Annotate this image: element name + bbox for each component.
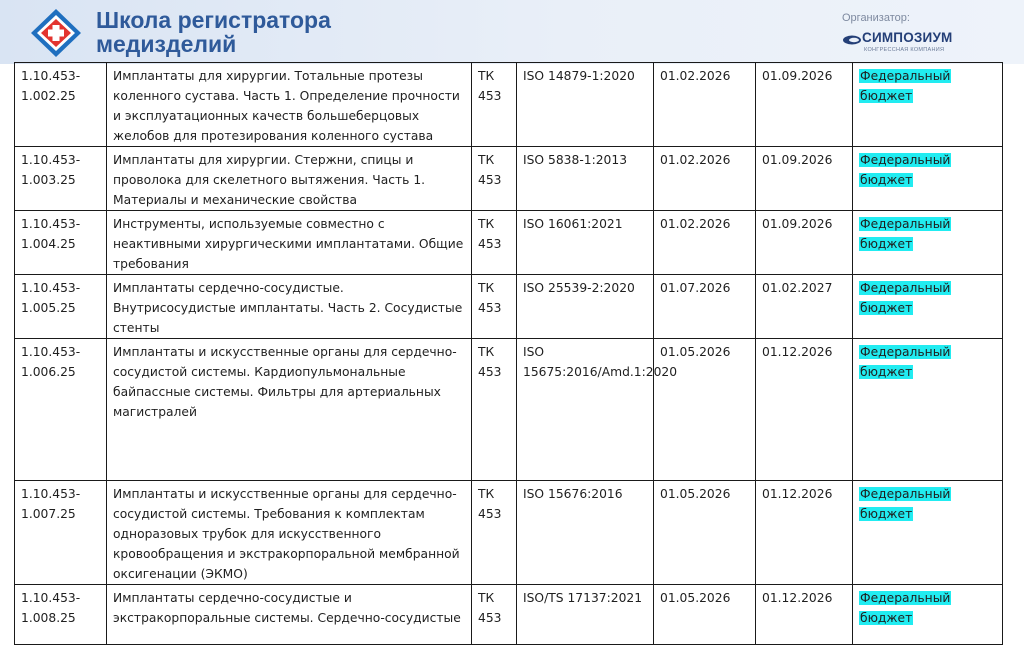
cell-funding [853, 339, 1003, 481]
cell-standard: ISO 16061:2021 [517, 211, 654, 275]
cell-start-date: 01.02.2026 [654, 63, 756, 147]
funding-badge: Федеральный бюджет [860, 591, 951, 625]
cell-start-date: 01.07.2026 [654, 275, 756, 339]
cell-end-date: 01.12.2026 [756, 481, 853, 585]
cell-tk: ТК 453 [472, 481, 517, 585]
cell-tk: ТК 453 [472, 147, 517, 211]
cell-name: Имплантаты сердечно-сосудистые и экстракорпоральные системы. Сердечно-сосудистые [107, 585, 472, 645]
cell-end-date: 01.09.2026 [756, 211, 853, 275]
table-row [15, 211, 1003, 275]
cell-funding [853, 147, 1003, 211]
cell-end-date: 01.09.2026 [756, 147, 853, 211]
school-logo-icon [30, 8, 82, 58]
cell-code: 1.10.453-1.006.25 [15, 339, 107, 481]
cell-name: Имплантаты для хирургии. Стержни, спицы и проволока для скелетного вытяжения. Часть 1. Материалы и механические свойства [107, 147, 472, 211]
cell-code: 1.10.453-1.005.25 [15, 275, 107, 339]
cell-code: 1.10.453-1.004.25 [15, 211, 107, 275]
school-title-line2: медизделий [96, 31, 237, 57]
cell-tk: ТК 453 [472, 339, 517, 481]
cell-standard: ISO/TS 17137:2021 [517, 585, 654, 645]
cell-standard: ISO 15676:2016 [517, 481, 654, 585]
cell-end-date: 01.09.2026 [756, 63, 853, 147]
standards-table [14, 62, 1003, 645]
funding-badge: Федеральный бюджет [860, 69, 951, 103]
cell-code: 1.10.453-1.002.25 [15, 63, 107, 147]
page-header [0, 0, 1024, 64]
cell-funding [853, 585, 1003, 645]
organizer-label: Организатор: [842, 12, 910, 24]
school-title [96, 8, 331, 56]
cell-funding [853, 211, 1003, 275]
cell-code: 1.10.453-1.007.25 [15, 481, 107, 585]
cell-standard: ISO 14879-1:2020 [517, 63, 654, 147]
cell-start-date: 01.05.2026 [654, 481, 756, 585]
cell-standard: ISO 25539-2:2020 [517, 275, 654, 339]
cell-start-date: 01.02.2026 [654, 147, 756, 211]
cell-funding [853, 481, 1003, 585]
funding-badge: Федеральный бюджет [860, 487, 951, 521]
cell-code: 1.10.453-1.003.25 [15, 147, 107, 211]
cell-end-date: 01.12.2026 [756, 339, 853, 481]
table-row [15, 339, 1003, 481]
cell-standard: ISO 15675:2016/Amd.1:2020 [517, 339, 654, 481]
cell-start-date: 01.02.2026 [654, 211, 756, 275]
cell-end-date: 01.12.2026 [756, 585, 853, 645]
cell-standard: ISO 5838-1:2013 [517, 147, 654, 211]
table-row [15, 63, 1003, 147]
cell-start-date: 01.05.2026 [654, 339, 756, 481]
cell-name: Имплантаты и искусственные органы для сердечно-сосудистой системы. Кардиопульмональные байпассные системы. Фильтры для артериальных магистралей [107, 339, 472, 481]
cell-tk: ТК 453 [472, 585, 517, 645]
funding-badge: Федеральный бюджет [860, 281, 951, 315]
table-row [15, 481, 1003, 585]
cell-name: Имплантаты для хирургии. Тотальные протезы коленного сустава. Часть 1. Определение прочности и эксплуатационных качеств большеберцовых желобов для протезирования коленного сустава [107, 63, 472, 147]
cell-tk: ТК 453 [472, 211, 517, 275]
cell-name: Имплантаты сердечно-сосудистые. Внутрисосудистые имплантаты. Часть 2. Сосудистые стенты [107, 275, 472, 339]
cell-name: Инструменты, используемые совместно с неактивными хирургическими имплантатами. Общие требования [107, 211, 472, 275]
table-row [15, 147, 1003, 211]
organizer-name: СИМПОЗИУМ [862, 30, 953, 45]
cell-tk: ТК 453 [472, 63, 517, 147]
school-title-line1: Школа регистратора [96, 7, 331, 33]
funding-badge: Федеральный бюджет [860, 345, 951, 379]
organizer-subtitle: КОНГРЕССНАЯ КОМПАНИЯ [864, 47, 945, 53]
table-row [15, 585, 1003, 645]
cell-funding [853, 275, 1003, 339]
cell-start-date: 01.05.2026 [654, 585, 756, 645]
funding-badge: Федеральный бюджет [860, 217, 951, 251]
cell-name: Имплантаты и искусственные органы для сердечно-сосудистой системы. Требования к комплектам одноразовых трубок для искусственного кровообращения и экстракорпоральной мембранной оксигенации (ЭКМО) [107, 481, 472, 585]
cell-funding [853, 63, 1003, 147]
funding-badge: Федеральный бюджет [860, 153, 951, 187]
cell-tk: ТК 453 [472, 275, 517, 339]
cell-end-date: 01.02.2027 [756, 275, 853, 339]
table-row [15, 275, 1003, 339]
cell-code: 1.10.453-1.008.25 [15, 585, 107, 645]
